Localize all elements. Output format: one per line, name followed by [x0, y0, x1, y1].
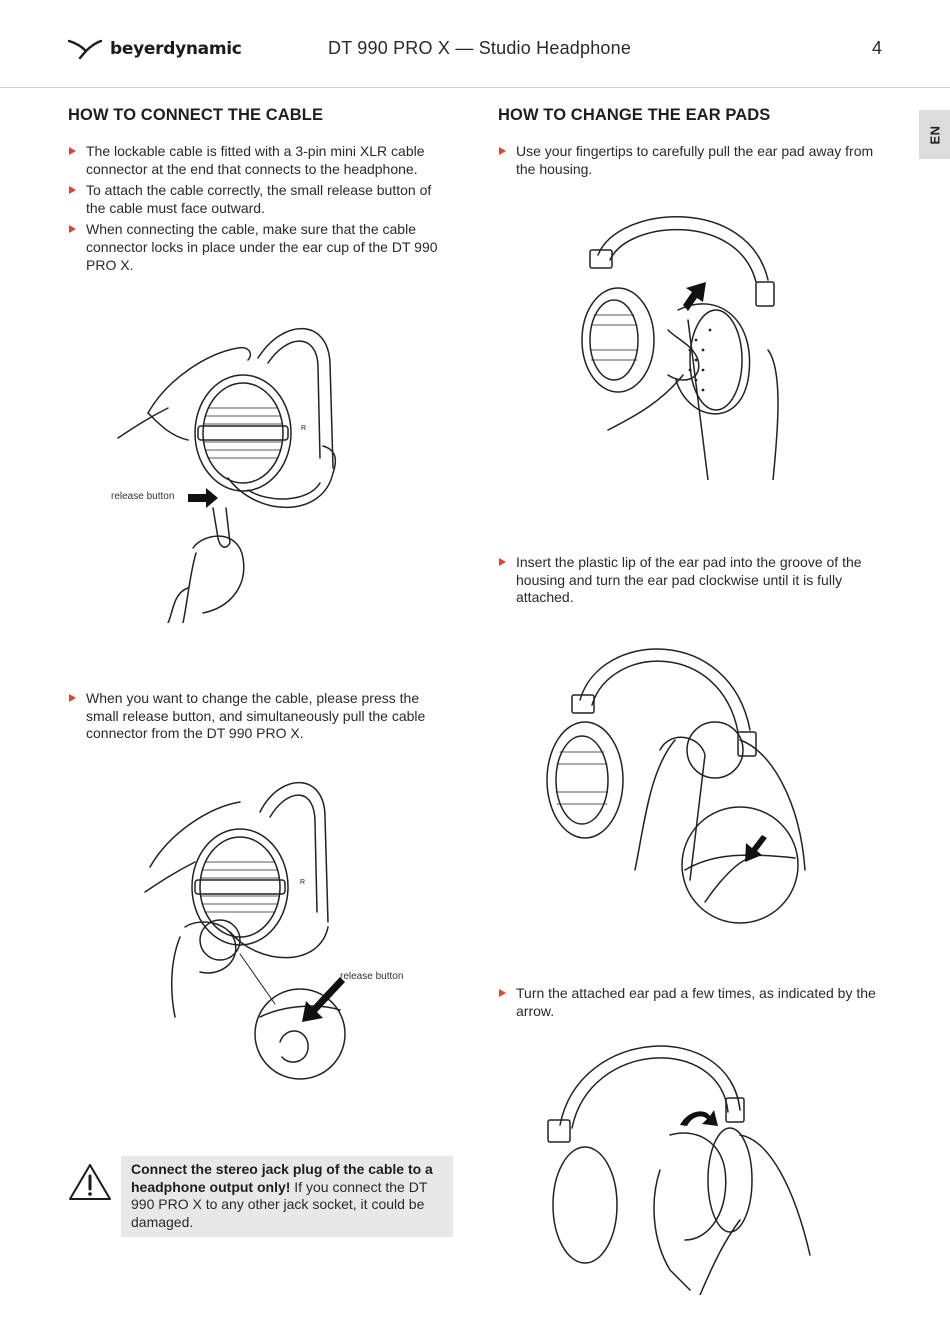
- beyerdynamic-logo-icon: [68, 38, 102, 60]
- brand-name: beyerdynamic: [110, 39, 242, 59]
- turn-ear-pad-illustration: [540, 1040, 830, 1295]
- warning-body-text: If you connect the DT 990 PRO X to any other jack socket, it could be damaged.: [131, 1178, 428, 1230]
- change-ear-pads-section: [498, 106, 883, 182]
- insert-ear-pad-illustration: [540, 640, 810, 930]
- ear-pads-bullets-2: [498, 554, 883, 611]
- warning-notice: [68, 1156, 453, 1237]
- list-item: When you want to change the cable, please press the small release button, and simultaneously pull the cable connector from the DT 990 PRO X.: [68, 690, 453, 743]
- document-title: DT 990 PRO X — Studio Headphone: [328, 38, 632, 58]
- remove-ear-pad-illustration: [568, 200, 788, 480]
- ear-pads-bullets-3: [498, 985, 883, 1024]
- list-item: To attach the cable correctly, the small release button of the cable must face outward.: [68, 182, 453, 217]
- warning-icon: [68, 1162, 112, 1207]
- side-mark: R: [301, 425, 307, 432]
- detach-cable-illustration: [140, 772, 355, 1082]
- warning-text: [121, 1156, 453, 1237]
- brand-logo: [68, 38, 242, 60]
- page-number: 4: [871, 38, 882, 58]
- list-item: Insert the plastic lip of the ear pad into the groove of the housing and turn the ear pad clockwise until it is fully attached.: [498, 554, 883, 607]
- release-button-caption: release button: [111, 491, 175, 502]
- connect-cable-section: [68, 106, 453, 278]
- connect-cable-bullets: [68, 143, 453, 274]
- change-ear-pads-heading: HOW TO CHANGE THE EAR PADS: [498, 106, 771, 124]
- change-cable-bullets: [68, 690, 453, 747]
- warning-bold-text: Connect the stereo jack plug of the cable to a headphone output only!: [131, 1161, 433, 1195]
- list-item: Use your fingertips to carefully pull the ear pad away from the housing.: [498, 143, 883, 178]
- language-tab-label: EN: [927, 124, 942, 145]
- side-mark: R: [300, 879, 306, 886]
- language-tab: [919, 110, 950, 159]
- connect-cable-heading: HOW TO CONNECT THE CABLE: [68, 106, 324, 124]
- list-item: Turn the attached ear pad a few times, as indicated by the arrow.: [498, 985, 883, 1020]
- list-item: When connecting the cable, make sure that the cable connector locks in place under the ear cup of the DT 990 PRO X.: [68, 221, 453, 274]
- attach-cable-illustration: [108, 318, 358, 623]
- release-button-caption: release button: [340, 971, 404, 982]
- list-item: The lockable cable is fitted with a 3-pin mini XLR cable connector at the end that connects to the headphone.: [68, 143, 453, 178]
- page-header: [0, 0, 950, 88]
- ear-pads-bullets-1: [498, 143, 883, 178]
